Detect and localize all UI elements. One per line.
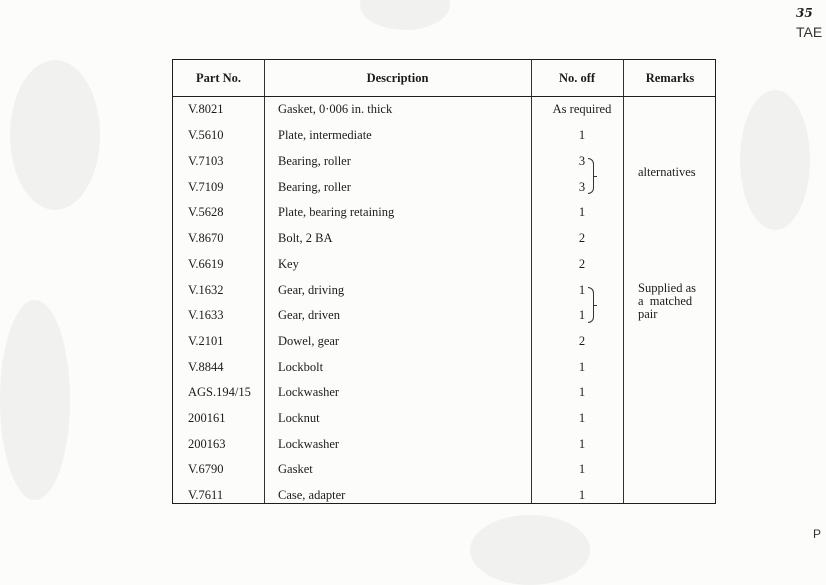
quantity: 1 xyxy=(578,437,586,451)
description: Dowel, gear xyxy=(278,334,340,348)
part-number: V.7611 xyxy=(188,488,224,502)
quantity: 2 xyxy=(578,334,586,348)
header-no-off: No. off xyxy=(558,71,596,85)
quantity: 3 xyxy=(578,154,586,168)
corner-letter: P xyxy=(813,527,822,541)
quantity: 3 xyxy=(578,180,586,194)
description: Lockwasher xyxy=(278,437,340,451)
header-part-no: Part No. xyxy=(195,71,242,85)
part-number: V.6790 xyxy=(188,462,224,476)
description: Bearing, roller xyxy=(278,180,351,194)
description: Plate, bearing retaining xyxy=(278,205,395,219)
part-number: V.5610 xyxy=(188,128,224,142)
description: Key xyxy=(278,257,299,271)
part-number: V.5628 xyxy=(188,205,224,219)
quantity: 2 xyxy=(578,231,586,245)
quantity: As required xyxy=(552,102,612,116)
gear-group-brace xyxy=(588,287,594,323)
scan-blot xyxy=(470,515,590,585)
scan-blot xyxy=(10,60,100,210)
quantity: 1 xyxy=(578,308,586,322)
description: Gear, driven xyxy=(278,308,340,322)
part-number: V.7109 xyxy=(188,180,224,194)
page-number: 35 xyxy=(796,6,813,20)
quantity: 1 xyxy=(578,205,586,219)
bearing-group-brace xyxy=(588,158,594,194)
part-number: AGS.194/15 xyxy=(188,385,251,399)
remark-line: a matched xyxy=(638,294,693,308)
quantity: 1 xyxy=(578,360,586,374)
header-rule xyxy=(173,96,715,97)
description: Plate, intermediate xyxy=(278,128,372,142)
part-number: V.7103 xyxy=(188,154,224,168)
part-number: V.2101 xyxy=(188,334,224,348)
quantity: 1 xyxy=(578,283,586,297)
parts-table xyxy=(172,59,716,504)
description: Bearing, roller xyxy=(278,154,351,168)
description: Gasket xyxy=(278,462,313,476)
corner-table-label: TAE xyxy=(796,24,823,40)
part-number: V.6619 xyxy=(188,257,224,271)
quantity: 1 xyxy=(578,462,586,476)
part-number: V.8670 xyxy=(188,231,224,245)
description: Bolt, 2 BA xyxy=(278,231,333,245)
part-number: V.1632 xyxy=(188,283,224,297)
description: Lockbolt xyxy=(278,360,324,374)
description: Gasket, 0·006 in. thick xyxy=(278,102,393,116)
description: Lockwasher xyxy=(278,385,340,399)
scan-blot xyxy=(740,90,810,230)
remark-matched-pair xyxy=(638,282,696,321)
quantity: 1 xyxy=(578,411,586,425)
header-remarks: Remarks xyxy=(645,71,695,85)
remark-line: Supplied as xyxy=(638,281,696,295)
description: Locknut xyxy=(278,411,320,425)
quantity: 2 xyxy=(578,257,586,271)
part-number: 200163 xyxy=(188,437,226,451)
part-number: V.1633 xyxy=(188,308,224,322)
remark-alternatives: alternatives xyxy=(638,165,696,179)
scan-blot xyxy=(360,0,450,30)
description: Case, adapter xyxy=(278,488,346,502)
part-number: 200161 xyxy=(188,411,226,425)
part-number: V.8021 xyxy=(188,102,224,116)
part-number: V.8844 xyxy=(188,360,224,374)
scan-blot xyxy=(0,300,70,500)
quantity: 1 xyxy=(578,128,586,142)
remark-line: pair xyxy=(638,307,658,321)
description: Gear, driving xyxy=(278,283,345,297)
column-divider xyxy=(264,60,265,503)
header-description: Description xyxy=(366,71,429,85)
quantity: 1 xyxy=(578,488,586,502)
quantity: 1 xyxy=(578,385,586,399)
